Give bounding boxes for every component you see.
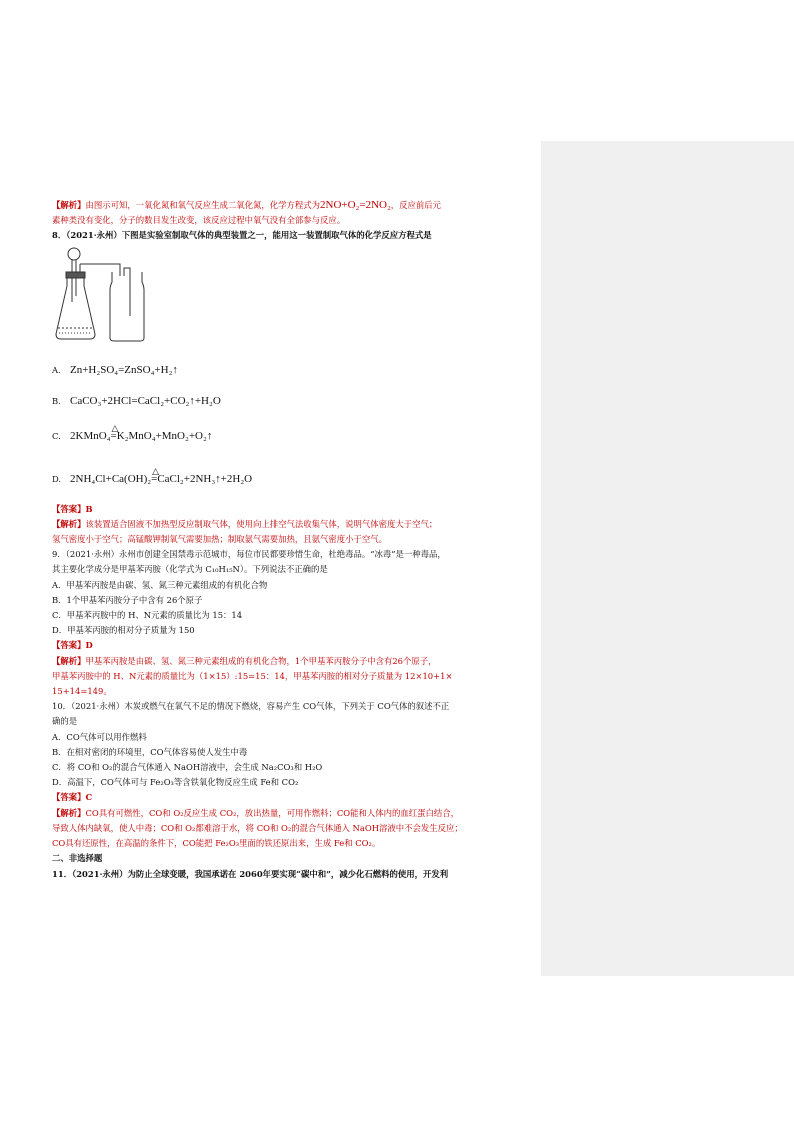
question-9-line-2: 其主要化学成分是甲基苯丙胺（化学式为 C₁₀H₁₅N）。下列说法不正确的是: [52, 564, 328, 575]
q9-analysis-line-2: 甲基苯丙胺中的 H、N元素的质量比为（1×15）:15=15：14，甲基苯丙胺的相对分子质量为 12×10+1×: [52, 670, 453, 681]
equation: 2NO+O₂=2NO₂: [320, 199, 391, 211]
q10-option-d: D．高温下，CO气体可与 Fe₂O₃等含铁氧化物反应生成 Fe和 CO₂: [52, 777, 299, 788]
q8-analysis-line-1: 【解析】该装置适合固液不加热型反应制取气体，使用向上排空气法收集气体，说明气体密度大于空气；: [52, 518, 438, 529]
option-b: B. CaCO₃+2HCl=CaCl₂+CO₂↑+H₂O: [52, 394, 538, 409]
q10-option-b: B．在相对密闭的环境里，CO气体容易使人发生中毒: [52, 746, 248, 757]
analysis-label: 【解析】: [52, 807, 86, 818]
q10-analysis-line-3: CO具有还原性，在高温的条件下，CO能把 Fe₂O₃里面的铁还原出来，生成 Fe和 CO₂。: [52, 838, 381, 849]
q7-analysis-line-1: 【解析】由图示可知，一氧化氮和氧气反应生成二氧化氮，化学方程式为2NO+O₂=2NO₂，反应前后元: [52, 199, 442, 211]
heating-condition-icon: △: [152, 466, 160, 477]
q9-answer: 【答案】D: [52, 640, 93, 651]
analysis-label: 【解析】: [52, 655, 86, 666]
q10-analysis-line-2: 导致人体内缺氧，使人中毒；CO和 O₂都难溶于水，将 CO和 O₂的混合气体通入 NaOH溶液中不会发生反应；: [52, 822, 463, 833]
document-body: [52, 198, 538, 882]
question-8-header: 8．（2021·永州）下图是实验室制取气体的典型装置之一，能用这一装置制取气体的化学反应方程式是: [52, 230, 432, 241]
equation: Zn+H₂SO₄=ZnSO₄+H₂↑: [70, 363, 178, 376]
q10-analysis-line-1: 【解析】CO具有可燃性，CO和 O₂反应生成 CO₂，放出热量，可用作燃料；CO能和人体内的血红蛋白结合，: [52, 807, 459, 818]
q8-answer: 【答案】B: [52, 503, 93, 514]
q9-option-d: D．甲基苯丙胺的相对分子质量为 150: [52, 625, 195, 636]
question-10-line-1: 10．（2021·永州）木炭或燃气在氧气不足的情况下燃烧，容易产生 CO气体，下列关于 CO气体的叙述不正: [52, 701, 450, 712]
q7-analysis-line-2: 素种类没有变化，分子的数目发生改变，该反应过程中氧气没有全部参与反应。: [52, 215, 346, 226]
section-heading: 二、非选择题: [52, 853, 103, 864]
analysis-label: 【解析】: [52, 200, 86, 210]
q9-analysis-line-1: 【解析】甲基苯丙胺是由碳、氢、氮三种元素组成的有机化合物，1个甲基苯丙胺分子中含有26个原子，: [52, 655, 437, 666]
q10-option-c: C．将 CO和 O₂的混合气体通入 NaOH溶液中，会生成 Na₂CO₃和 H₂O: [52, 762, 323, 773]
question-11-line-1: 11．（2021·永州）为防止全球变暖，我国承诺在 2060年要实现“碳中和”，减少化石燃料的使用，开发利: [52, 868, 449, 879]
q8-analysis-line-2: 氢气密度小于空气；高锰酸钾制氧气需要加热；制取氨气需要加热，且氨气密度小于空气。: [52, 534, 387, 545]
option-a: A. Zn+H₂SO₄=ZnSO₄+H₂↑: [52, 363, 538, 378]
q9-option-a: A．甲基苯丙胺是由碳、氢、氮三种元素组成的有机化合物: [52, 579, 268, 590]
q10-option-a: A．CO气体可以用作燃料: [52, 731, 147, 742]
q9-option-b: B．1个甲基苯丙胺分子中含有 26个原子: [52, 594, 203, 605]
q10-answer: 【答案】C: [52, 792, 93, 803]
question-10-line-2: 确的是: [52, 716, 78, 727]
comment-pane: [541, 141, 794, 976]
heating-condition-icon: △: [111, 423, 119, 434]
analysis-label: 【解析】: [52, 518, 86, 529]
equation: CaCO₃+2HCl=CaCl₂+CO₂↑+H₂O: [70, 395, 221, 408]
q9-analysis-line-3: 15+14=149。: [52, 686, 112, 697]
gas-apparatus-diagram: [52, 246, 162, 350]
option-d: D. 2NH₄Cl+Ca(OH)₂ △ =CaCl₂+2NH₃↑+2H₂O: [52, 466, 253, 486]
option-c: C. 2KMnO₄ △ =K₂MnO₄+MnO₂+O₂↑: [52, 423, 213, 443]
q9-option-c: C．甲基苯丙胺中的 H、N元素的质量比为 15：14: [52, 610, 243, 621]
question-9-line-1: 9．（2021·永州）永州市创建全国禁毒示范城市，每位市民都要珍惜生命，杜绝毒品。“冰毒”是一种毒品，: [52, 549, 446, 560]
